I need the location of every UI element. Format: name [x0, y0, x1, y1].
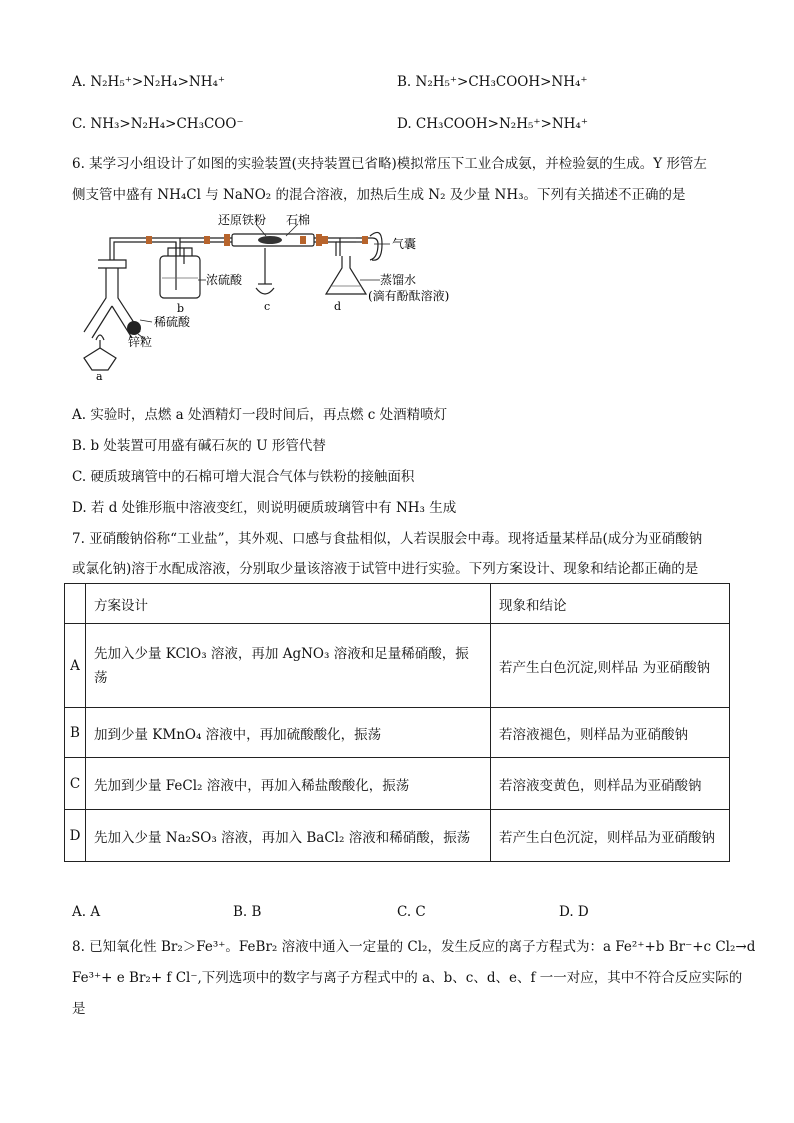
row-design: 先加入少量 KClO₃ 溶液，再加 AgNO₃ 溶液和足量稀硝酸，振荡 [86, 624, 491, 708]
q8-stem-line3: 是 [72, 1001, 86, 1017]
row-design: 先加入少量 Na₂SO₃ 溶液，再加入 BaCl₂ 溶液和稀硝酸，振荡 [86, 810, 491, 862]
table-row [65, 624, 730, 708]
label-conc-h2so4: 浓硫酸 [206, 273, 243, 287]
q6-stem-line2: 侧支管中盛有 NH₄Cl 与 NaNO₂ 的混合溶液，加热后生成 N₂ 及少量 NH₃。下列有关描述不正确的是 [72, 187, 686, 203]
row-result: 若产生白色沉淀，则样品为亚硝酸钠 [491, 810, 730, 862]
label-balloon: 气囊 [392, 237, 417, 251]
row-result: 若产生白色沉淀,则样品 为亚硝酸钠 [491, 624, 730, 708]
label-c: c [264, 300, 271, 313]
table-header-row [65, 584, 730, 624]
row-result: 若溶液褪色，则样品为亚硝酸钠 [491, 708, 730, 758]
row-label: D [65, 810, 86, 862]
q5-option-a: A. N₂H₅⁺>N₂H₄>NH₄⁺ [72, 74, 226, 90]
q6-stem-line1: 6. 某学习小组设计了如图的实验装置(夹持装置已省略)模拟常压下工业合成氨，并检验氨的生成。Y 形管左 [72, 156, 707, 172]
row-label: B [65, 708, 86, 758]
label-dil-h2so4: 稀硫酸 [154, 315, 191, 329]
label-a: a [96, 370, 103, 383]
q7-stem-line1: 7. 亚硝酸钠俗称“工业盐”，其外观、口感与食盐相似，人若误服会中毒。现将适量某样品(成分为亚硝酸钠 [72, 531, 703, 547]
label-iron-powder: 还原铁粉 [218, 213, 267, 227]
label-asbestos: 石棉 [286, 213, 311, 227]
q7-table [64, 583, 730, 862]
table-row [65, 758, 730, 810]
table-header-result: 现象和结论 [491, 584, 730, 624]
q6-option-d: D. 若 d 处锥形瓶中溶液变红，则说明硬质玻璃管中有 NH₃ 生成 [72, 500, 457, 516]
q8-stem-line2: Fe³⁺+ e Br₂+ f Cl⁻,下列选项中的数字与离子方程式中的 a、b、c、d、e、f 一一对应，其中不符合反应实际的 [72, 970, 743, 986]
label-phenolphthalein: (滴有酚酞溶液) [368, 289, 450, 303]
q5-option-c: C. NH₃>N₂H₄>CH₃COO⁻ [72, 116, 244, 132]
q7-option-c: C. C [397, 904, 426, 920]
row-result: 若溶液变黄色，则样品为亚硝酸钠 [491, 758, 730, 810]
row-label: A [65, 624, 86, 708]
q6-option-c: C. 硬质玻璃管中的石棉可增大混合气体与铁粉的接触面积 [72, 469, 415, 485]
q7-option-b: B. B [233, 904, 262, 920]
q6-option-b: B. b 处装置可用盛有碱石灰的 U 形管代替 [72, 438, 326, 454]
row-design: 先加到少量 FeCl₂ 溶液中，再加入稀盐酸酸化，振荡 [86, 758, 491, 810]
label-b: b [177, 302, 185, 315]
table-header-design: 方案设计 [86, 584, 491, 624]
q5-option-b: B. N₂H₅⁺>CH₃COOH>NH₄⁺ [397, 74, 588, 90]
table-row [65, 810, 730, 862]
table-row [65, 708, 730, 758]
row-design: 加到少量 KMnO₄ 溶液中，再加硫酸酸化，振荡 [86, 708, 491, 758]
q8-stem-line1: 8. 已知氧化性 Br₂＞Fe³⁺。FeBr₂ 溶液中通入一定量的 Cl₂，发生反应的离子方程式为：a Fe²⁺+b Br⁻+c Cl₂→d [72, 939, 756, 955]
q6-apparatus-figure [60, 208, 480, 386]
q5-option-d: D. CH₃COOH>N₂H₅⁺>NH₄⁺ [397, 116, 588, 132]
q7-option-d: D. D [559, 904, 589, 920]
table-header-empty [65, 584, 86, 624]
row-label: C [65, 758, 86, 810]
q7-option-a: A. A [72, 904, 101, 920]
label-d: d [334, 300, 342, 313]
q6-option-a: A. 实验时，点燃 a 处酒精灯一段时间后，再点燃 c 处酒精喷灯 [72, 407, 448, 423]
q7-stem-line2: 或氯化钠)溶于水配成溶液，分别取少量该溶液于试管中进行实验。下列方案设计、现象和结论都正确的是 [72, 561, 699, 577]
label-zinc: 锌粒 [128, 335, 153, 349]
label-distilled-water: 蒸馏水 [380, 273, 417, 287]
